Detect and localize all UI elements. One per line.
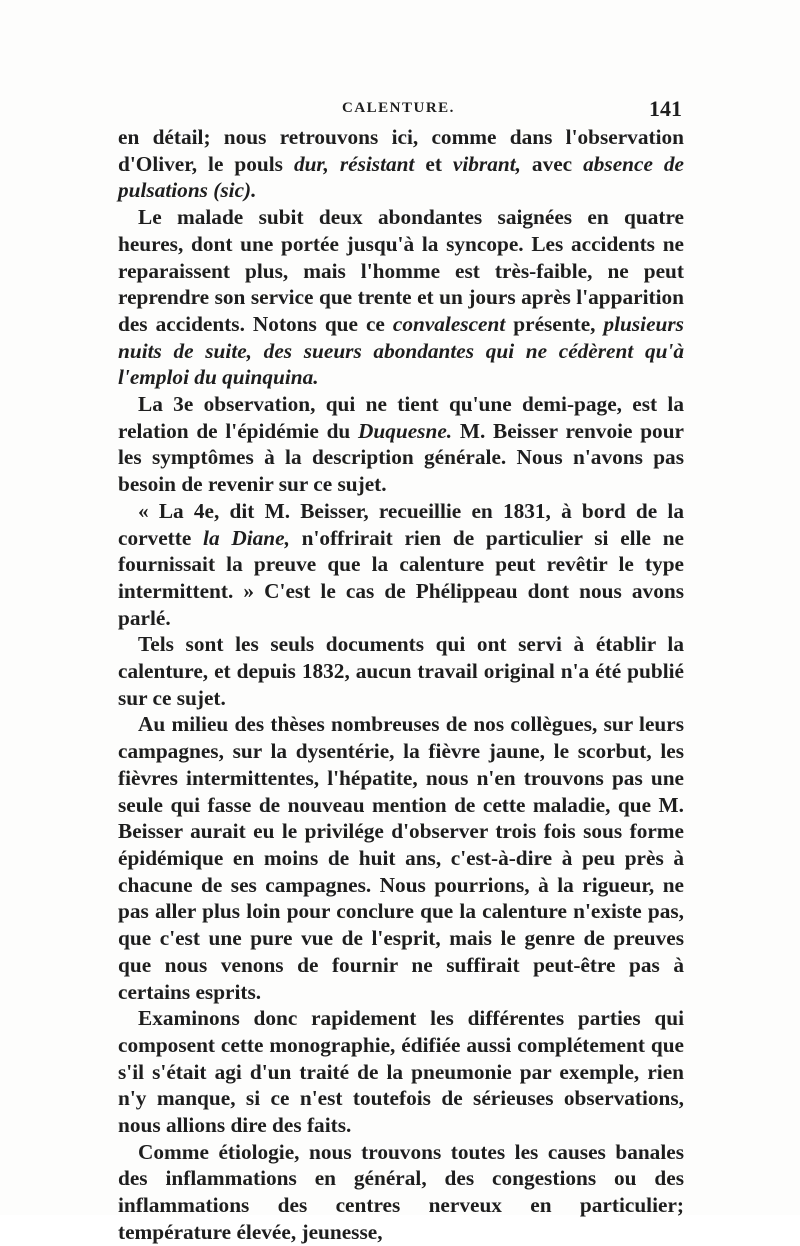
text-segment: Le malade subit deux abondantes saignées en quatre heures, dont une portée jusqu'à la syncope. Les accidents ne reparaissent plus, mais l'homme est très-faible, ne peut reprendre son service que trente et un jours après l'apparition des accidents. Notons que ce: [118, 205, 684, 336]
page-number: 141: [649, 96, 682, 121]
text-segment: Examinons donc rapidement les différentes parties qui composent cette monographie, édifiée aussi complétement que s'il s'était agi d'un traité de la pneumonie par exemple, rien n'y manque, si ce n'est toutefois de sérieuses observations, nous allions dire des faits.: [118, 1006, 684, 1138]
paragraph: [118, 1005, 684, 1139]
text-segment: n'offrirait rien de particulier si elle ne fournissait la preuve que la calenture peut revêtir le type intermittent. » C'est le cas de Phélippeau dont nous avons parlé.: [118, 525, 684, 630]
italic-segment: convalescent: [392, 311, 506, 336]
paragraph: [118, 1139, 684, 1246]
italic-segment: absence de pulsations (sic).: [118, 151, 684, 203]
paragraph: [118, 391, 684, 498]
text-segment: avec: [520, 151, 584, 176]
running-title: CALENTURE.: [342, 100, 455, 116]
text-segment: « La 4e, dit M. Beisser, recueillie en 1831, à bord de la corvette: [118, 498, 684, 550]
text-segment: Tels sont les seuls documents qui ont servi à établir la calenture, et depuis 1832, aucun travail original n'a été publié sur ce sujet.: [118, 632, 684, 710]
text-segment: Comme étiologie, nous trouvons toutes les causes banales des inflammations en général, des congestions ou des inflammations des centres nerveux en particulier; température élevée, jeunesse,: [118, 1139, 684, 1244]
italic-segment: Duquesne.: [358, 418, 453, 443]
paragraph: [118, 498, 684, 632]
text-segment: Au milieu des thèses nombreuses de nos collègues, sur leurs campagnes, sur la dysentérie, la fièvre jaune, le scorbut, les fièvres intermittentes, l'hépatite, nous n'en trouvons pas une seule qui fasse de nouveau mention de cette maladie, que M. Beisser aurait eu le privilége d'observer trois fois sous forme épidémique en moins de huit ans, c'est-à-dire à peu près à chacune de ses campagnes. Nous pourrions, à la rigueur, ne pas aller plus loin pour conclure que la calenture n'existe pas, que c'est une pure vue de l'esprit, mais le genre de preuves que nous venons de fournir ne suffirait peut-être pas à certains esprits.: [118, 712, 684, 1004]
italic-segment: la Diane,: [203, 525, 290, 550]
paragraph: [118, 631, 684, 711]
text-segment: présente,: [505, 311, 604, 336]
italic-segment: dur, résistant: [293, 151, 415, 176]
paragraph: [118, 711, 684, 1005]
text-segment: La 3e observation, qui ne tient qu'une demi-page, est la relation de l'épidémie du: [118, 392, 684, 443]
italic-segment: plusieurs nuits de suite, des sueurs abondantes qui ne cédèrent qu'à l'emploi du quinquina.: [118, 311, 684, 390]
body-text: [118, 124, 684, 1246]
text-segment: en détail; nous retrouvons ici, comme dans l'observation d'Oliver, le pouls: [118, 125, 684, 176]
text-segment: et: [414, 151, 453, 176]
paragraph: [118, 124, 684, 204]
text-segment: M. Beisser renvoie pour les symptômes à la description générale. Nous n'avons pas besoin de revenir sur ce sujet.: [118, 418, 685, 497]
italic-segment: vibrant,: [452, 151, 521, 176]
paragraph: [118, 204, 684, 391]
